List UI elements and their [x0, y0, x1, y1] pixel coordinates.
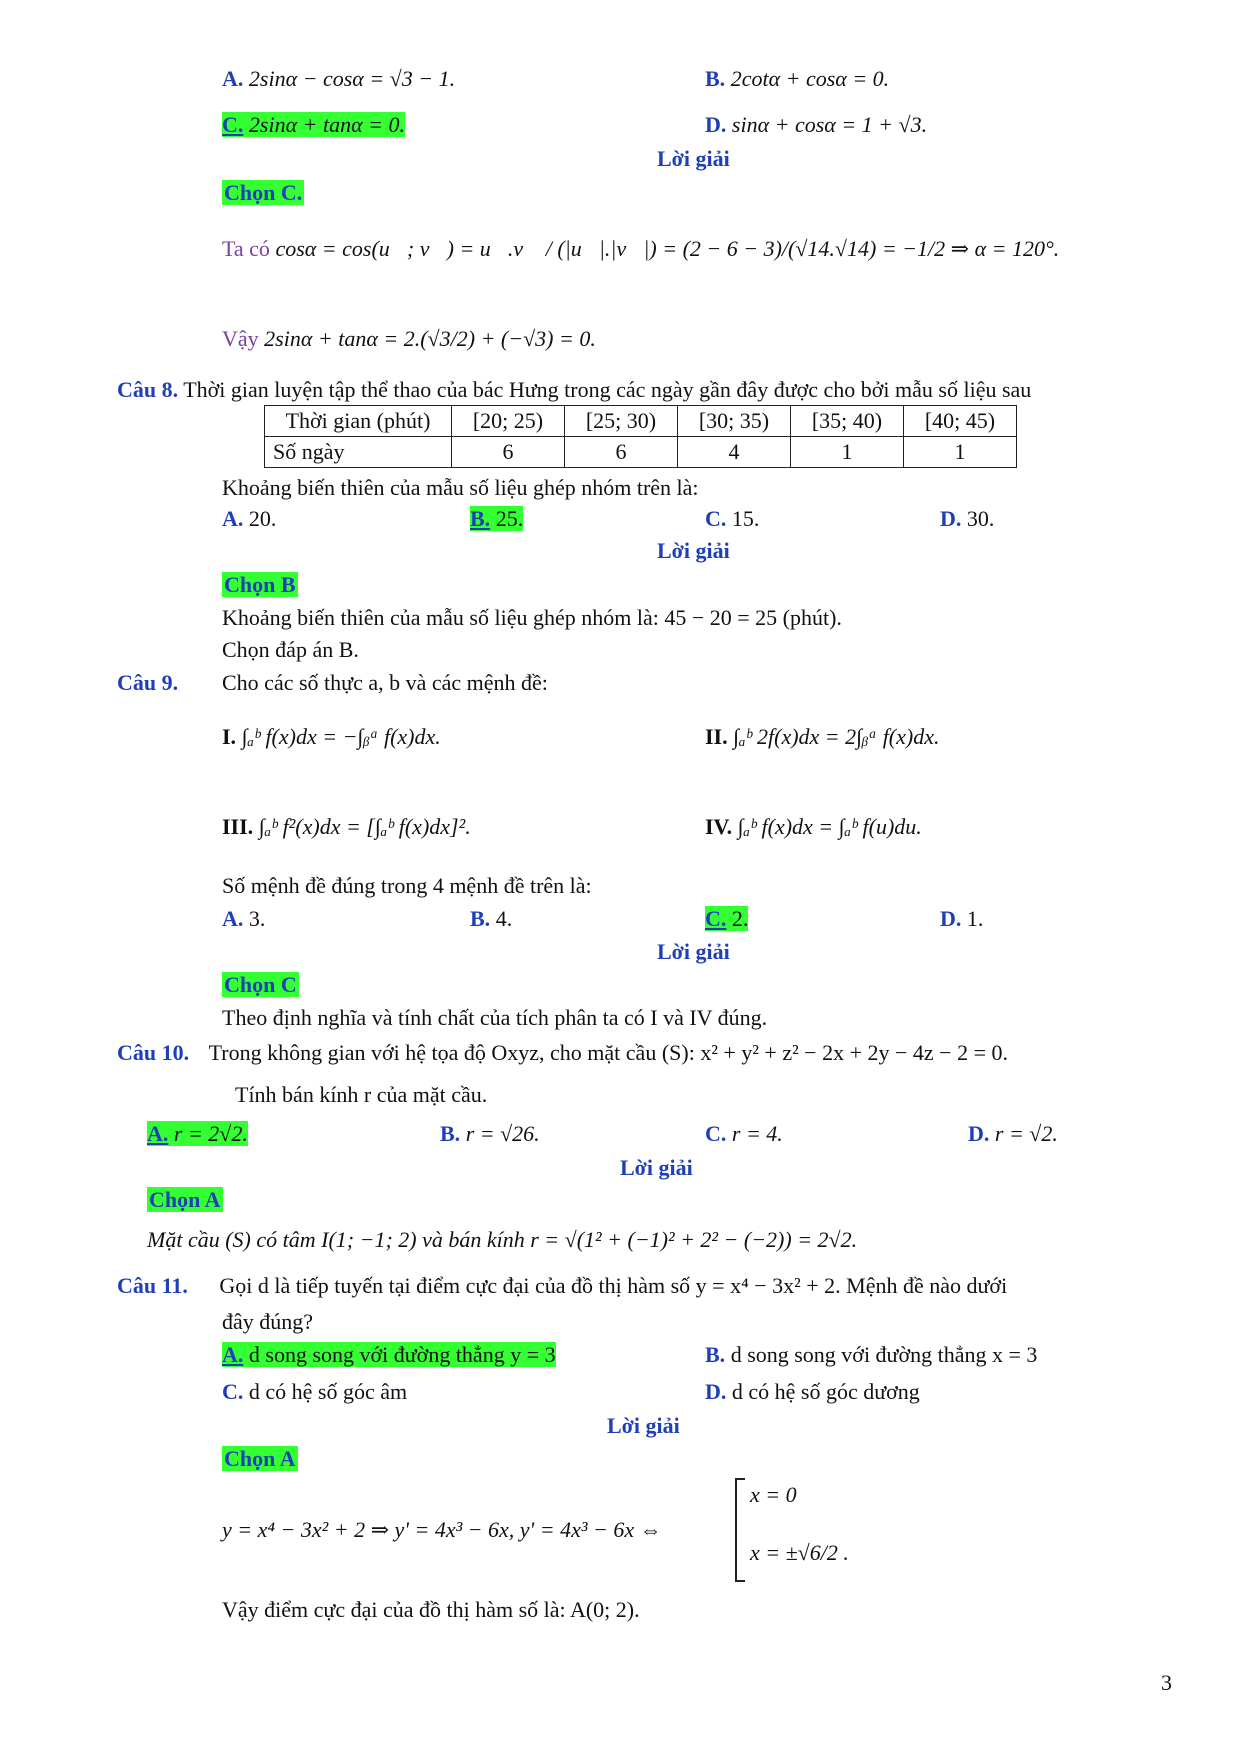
table-row	[265, 437, 1017, 468]
q8-option-b: B. 25.	[470, 506, 524, 531]
table-cell: 1	[791, 437, 904, 468]
q9-label: Câu 9.	[117, 670, 179, 695]
q9-statement-3: III. ∫ₐᵇ f²(x)dx = [∫ₐᵇ f(x)dx]².	[222, 814, 471, 839]
table-cell: [30; 35)	[678, 406, 791, 437]
q11-option-b: B. d song song với đường thẳng x = 3	[705, 1342, 1038, 1367]
q9-statement-2: II. ∫ₐᵇ 2f(x)dx = 2∫ᵦᵃ f(x)dx.	[705, 724, 940, 749]
q11-answer-badge: Chọn A	[224, 1446, 296, 1471]
q9-statement-4: IV. ∫ₐᵇ f(x)dx = ∫ₐᵇ f(u)du.	[705, 814, 922, 839]
table-cell: [40; 45)	[904, 406, 1017, 437]
q9-option-d: D. 1.	[940, 906, 984, 931]
q8-question: Khoảng biến thiên của mẫu số liệu ghép nhóm trên là:	[222, 475, 699, 500]
q8-loigiai-heading: Lời giải	[657, 538, 730, 563]
q11-stem-line2: đây đúng?	[222, 1309, 314, 1334]
q11-conclusion: Vậy điểm cực đại của đồ thị hàm số là: A(0; 2).	[222, 1597, 640, 1622]
q7-option-a: A. 2sinα − cosα = √3 − 1.	[222, 66, 456, 91]
table-cell: 6	[452, 437, 565, 468]
table-cell: [25; 30)	[565, 406, 678, 437]
q9-solution: Theo định nghĩa và tính chất của tích phân ta có I và IV đúng.	[222, 1005, 768, 1030]
table-cell: [20; 25)	[452, 406, 565, 437]
q10-solution: Mặt cầu (S) có tâm I(1; −1; 2) và bán kính r = √(1² + (−1)² + 2² − (−2)) = 2√2.	[147, 1227, 858, 1252]
q10-option-c: C. r = 4.	[705, 1121, 783, 1146]
q11-option-a: A. d song song với đường thẳng y = 3	[222, 1342, 556, 1367]
q7-option-d: D. sinα + cosα = 1 + √3.	[705, 112, 928, 137]
q7-solution-line1: Ta có cosα = cos(u⃗; v⃗) = u⃗.v⃗ / (|u⃗|.|v⃗|) = (2 − 6 − 3)/(√14.√14) = −1/2 ⇒ α = 120°.	[222, 236, 1060, 261]
q8-stem: Câu 8. Thời gian luyện tập thể thao của bác Hưng trong các ngày gần đây được cho bởi mẫu số liệu sau	[117, 377, 1032, 402]
q9-option-b: B. 4.	[470, 906, 513, 931]
q11-option-d: D. d có hệ số góc dương	[705, 1379, 920, 1404]
q7-solution-line2: Vậy 2sinα + tanα = 2.(√3/2) + (−√3) = 0.	[222, 326, 596, 351]
q8-solution-line2: Chọn đáp án B.	[222, 637, 359, 662]
page-number: 3	[1161, 1670, 1172, 1695]
q10-answer-badge: Chọn A	[149, 1187, 221, 1212]
q8-answer-badge: Chọn B	[224, 572, 296, 597]
q8-option-a: A. 20.	[222, 506, 277, 531]
q8-frequency-table	[264, 405, 1017, 468]
q10-stem: Câu 10. Trong không gian với hệ tọa độ Oxyz, cho mặt cầu (S): x² + y² + z² − 2x + 2y − 4z − 2 = 0.	[117, 1040, 1008, 1065]
q9-option-a: A. 3.	[222, 906, 266, 931]
q10-stem-line2: Tính bán kính r của mặt cầu.	[235, 1082, 488, 1107]
q7-loigiai-heading: Lời giải	[657, 146, 730, 171]
q11-case-bracket	[735, 1478, 745, 1582]
q9-answer-badge: Chọn C	[224, 972, 297, 997]
q7-option-b: B. 2cotα + cosα = 0.	[705, 66, 890, 91]
q9-loigiai-heading: Lời giải	[657, 939, 730, 964]
q7-answer-badge: Chọn C.	[224, 180, 303, 205]
table-row	[265, 406, 1017, 437]
q8-solution-line1: Khoảng biến thiên của mẫu số liệu ghép nhóm là: 45 − 20 = 25 (phút).	[222, 605, 842, 630]
q10-option-a: A. r = 2√2.	[147, 1121, 248, 1146]
q8-option-c: C. 15.	[705, 506, 760, 531]
q9-stem: Cho các số thực a, b và các mệnh đề:	[222, 670, 548, 695]
q10-option-d: D. r = √2.	[968, 1121, 1058, 1146]
q11-stem: Câu 11. Gọi d là tiếp tuyến tại điểm cực đại của đồ thị hàm số y = x⁴ − 3x² + 2. Mệnh đề nào dưới	[117, 1273, 1008, 1298]
q11-solution-main: y = x⁴ − 3x² + 2 ⇒ y' = 4x³ − 6x, y' = 4x³ − 6x ⇔	[222, 1517, 662, 1542]
q10-option-b: B. r = √26.	[440, 1121, 540, 1146]
q10-loigiai-heading: Lời giải	[620, 1155, 693, 1180]
table-cell: Số ngày	[265, 437, 452, 468]
q9-statement-1: I. ∫ₐᵇ f(x)dx = −∫ᵦᵃ f(x)dx.	[222, 724, 441, 749]
table-cell: 6	[565, 437, 678, 468]
q9-question: Số mệnh đề đúng trong 4 mệnh đề trên là:	[222, 873, 592, 898]
q11-option-c: C. d có hệ số góc âm	[222, 1379, 408, 1404]
q11-case-1: x = 0	[750, 1482, 797, 1507]
q8-option-d: D. 30.	[940, 506, 995, 531]
table-cell: Thời gian (phút)	[265, 406, 452, 437]
table-cell: [35; 40)	[791, 406, 904, 437]
q11-case-2: x = ±√6/2 .	[750, 1540, 849, 1565]
q11-loigiai-heading: Lời giải	[607, 1413, 680, 1438]
q9-option-c: C. 2.	[705, 906, 749, 931]
table-cell: 1	[904, 437, 1017, 468]
q7-option-c: C. 2sinα + tanα = 0.	[222, 112, 405, 137]
table-cell: 4	[678, 437, 791, 468]
